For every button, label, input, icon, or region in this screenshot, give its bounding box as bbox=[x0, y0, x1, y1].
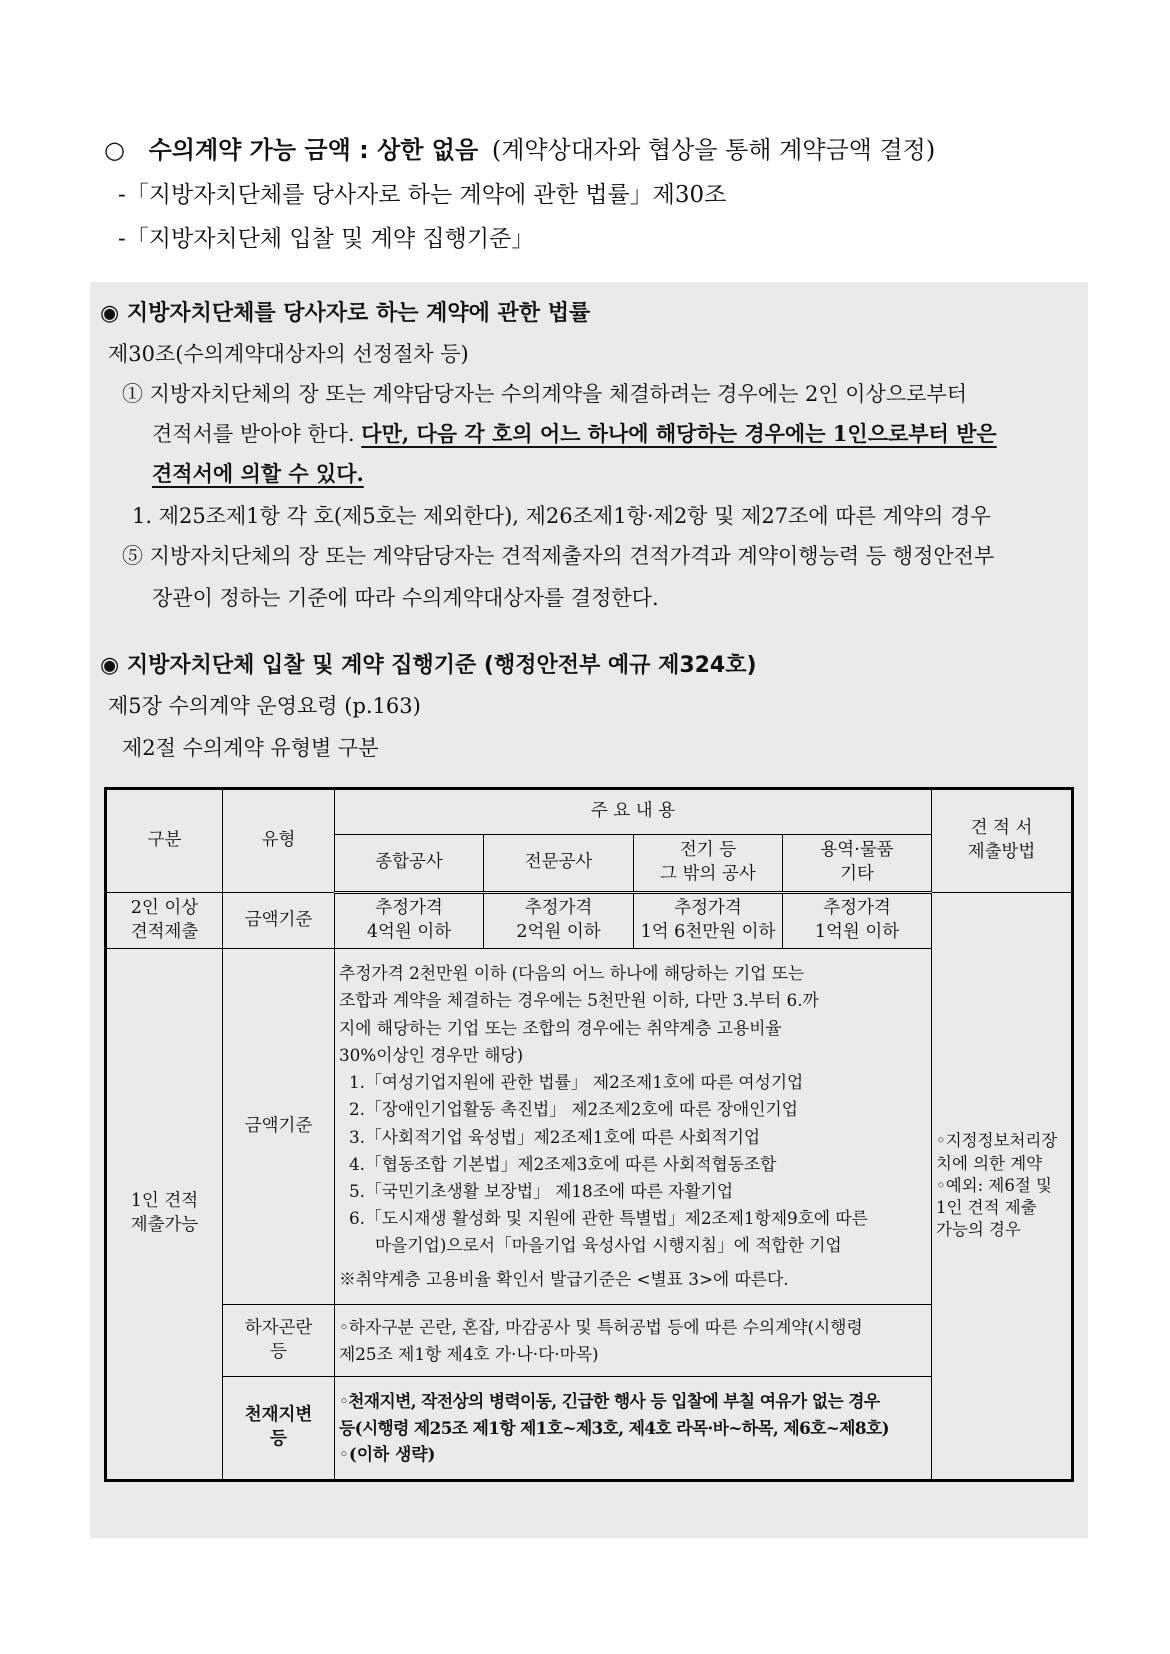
submit-line: ◦지정정보처리장 bbox=[936, 1131, 1058, 1151]
defect-type-line-2: 등 bbox=[270, 1341, 287, 1362]
header-electric bbox=[634, 835, 783, 893]
row-two-general bbox=[335, 893, 484, 949]
amount-note: ※취약계층 고용비율 확인서 발급기준은 <별표 3>에 따른다. bbox=[339, 1268, 789, 1289]
law-section-title: ◉ 지방자치단체를 당사자로 하는 계약에 관한 법률 bbox=[100, 301, 591, 326]
submit-method-cell bbox=[932, 893, 1073, 1481]
submit-line: 1인 견적 제출 bbox=[936, 1198, 1037, 1218]
header-service-line-2: 기타 bbox=[840, 864, 874, 884]
intro-heading-bold: 수의계약 가능 금액 : 상한 없음 bbox=[148, 136, 479, 164]
row-one-category bbox=[106, 949, 223, 1481]
header-category: 구분 bbox=[106, 789, 223, 893]
row-two-specialty-line-2: 2억원 이하 bbox=[516, 922, 601, 942]
header-service-line-1: 용역·물품 bbox=[820, 840, 894, 861]
amount-line: 마을기업)으로서「마을기업 육성사업 시행지침」에 적합한 기업 bbox=[375, 1235, 842, 1256]
row-two-specialty-line-1: 추정가격 bbox=[524, 898, 593, 919]
row-two-service bbox=[783, 893, 932, 949]
row-one-disaster-content bbox=[335, 1377, 932, 1481]
law-paragraph-5-line-1: ⑤ 지방자치단체의 장 또는 계약담당자는 견적제출자의 견적가격과 계약이행능력 등 행정안전부 bbox=[122, 544, 995, 568]
disaster-line-3: ◦(이하 생략) bbox=[339, 1444, 436, 1465]
law-paragraph-1-line-2 bbox=[152, 418, 997, 448]
standard-chapter: 제5장 수의계약 운영요령 (p.163) bbox=[108, 694, 421, 718]
disaster-type-line-1: 천재지변 bbox=[244, 1405, 313, 1426]
row-one-disaster-type bbox=[223, 1377, 335, 1481]
disaster-line-2: 등(시행령 제25조 제1항 제1호~제3호, 제4호 라목·바~하목, 제6호~제8호) bbox=[339, 1417, 889, 1438]
law-paragraph-1-underlined: 다만, 다음 각 호의 어느 하나에 해당하는 경우에는 1인으로부터 받은 bbox=[361, 421, 997, 446]
intro-ref-2: -「지방자치단체 입찰 및 계약 집행기준」 bbox=[118, 226, 535, 252]
header-service bbox=[783, 835, 932, 893]
row-one-category-line-2: 제출가능 bbox=[130, 1215, 199, 1235]
law-item-1: 1. 제25조제1항 각 호(제5호는 제외한다), 제26조제1항·제2항 및 제27조에 따른 계약의 경우 bbox=[132, 504, 991, 528]
header-specialty: 전문공사 bbox=[484, 835, 634, 893]
row-two-specialty bbox=[484, 893, 634, 949]
amount-line: 5.「국민기초생활 보장법」 제18조에 따른 자활기업 bbox=[349, 1180, 734, 1201]
intro-ref-1: -「지방자치단체를 당사자로 하는 계약에 관한 법률」제30조 bbox=[118, 182, 727, 208]
row-two-category bbox=[106, 893, 223, 949]
amount-line: 2.「장애인기업활동 촉진법」 제2조제2호에 따른 장애인기업 bbox=[349, 1099, 798, 1120]
row-two-category-line-1: 2인 이상 bbox=[130, 897, 199, 918]
header-main-content: 주 요 내 용 bbox=[335, 789, 932, 835]
amount-line: 3.「사회적기업 육성법」제2조제1호에 따른 사회적기업 bbox=[349, 1126, 761, 1147]
header-type: 유형 bbox=[223, 789, 335, 893]
submit-line: ◦예외: 제6절 및 bbox=[936, 1175, 1052, 1195]
row-two-category-line-2: 견적제출 bbox=[130, 921, 199, 942]
row-one-defect-content bbox=[335, 1305, 932, 1377]
row-two-type: 금액기준 bbox=[223, 893, 335, 949]
law-paragraph-1-plain: 견적서를 받아야 한다. bbox=[152, 422, 362, 446]
intro-heading bbox=[104, 130, 935, 165]
header-submit-line-1: 견 적 서 bbox=[970, 818, 1033, 839]
amount-line: 1.「여성기업지원에 관한 법률」 제2조제1호에 따른 여성기업 bbox=[349, 1072, 804, 1093]
amount-line: 조합과 계약을 체결하는 경우에는 5천만원 이하, 다만 3.부터 6.까 bbox=[339, 990, 819, 1011]
defect-line-1: ◦하자구분 곤란, 혼잡, 마감공사 및 특허공법 등에 따른 수의계약(시행령 bbox=[339, 1317, 863, 1338]
header-submit-method bbox=[932, 789, 1073, 893]
row-one-amount-type: 금액기준 bbox=[223, 949, 335, 1305]
submit-line: 치에 의한 계약 bbox=[936, 1153, 1043, 1173]
row-two-electric-line-1: 추정가격 bbox=[674, 898, 742, 919]
amount-line: 지에 해당하는 기업 또는 조합의 경우에는 취약계층 고용비율 bbox=[339, 1017, 782, 1038]
header-electric-line-1: 전기 등 bbox=[679, 840, 737, 861]
header-submit-line-2: 제출방법 bbox=[967, 842, 1036, 862]
law-article: 제30조(수의계약대상자의 선정절차 등) bbox=[108, 342, 469, 366]
law-paragraph-1-line-3: 견적서에 의할 수 있다. bbox=[152, 461, 364, 486]
bullet-circle: ○ bbox=[104, 136, 125, 164]
intro-heading-note: (계약상대자와 협상을 통해 계약금액 결정) bbox=[491, 136, 936, 164]
row-one-amount-content bbox=[335, 949, 932, 1305]
contract-type-table bbox=[104, 787, 1074, 1482]
amount-line: 추정가격 2천만원 이하 (다음의 어느 하나에 해당하는 기업 또는 bbox=[339, 963, 805, 984]
submit-method-lines bbox=[936, 1130, 1067, 1241]
amount-criteria-lines bbox=[339, 960, 927, 1292]
submit-line: 가능의 경우 bbox=[936, 1220, 1021, 1240]
amount-line: 4.「협동조합 기본법」제2조제3호에 따른 사회적협동조합 bbox=[349, 1153, 777, 1174]
row-one-defect-type bbox=[223, 1305, 335, 1377]
defect-type-line-1: 하자곤란 bbox=[244, 1317, 313, 1338]
row-two-electric bbox=[634, 893, 783, 949]
disaster-type-line-2: 등 bbox=[270, 1429, 287, 1449]
law-paragraph-5-line-2: 장관이 정하는 기준에 따라 수의계약대상자를 결정한다. bbox=[152, 586, 659, 610]
row-two-general-line-1: 추정가격 bbox=[375, 898, 443, 919]
header-electric-line-2: 그 밖의 공사 bbox=[660, 864, 756, 884]
disaster-line-1: ◦천재지변, 작전상의 병력이동, 긴급한 행사 등 입찰에 부칠 여유가 없는 경우 bbox=[339, 1390, 880, 1411]
defect-line-2: 제25조 제1항 제4호 가·나·다·마목) bbox=[339, 1343, 599, 1364]
standard-clause: 제2절 수의계약 유형별 구분 bbox=[122, 736, 379, 760]
row-one-category-line-1: 1인 견적 bbox=[130, 1191, 199, 1212]
standard-section-title: ◉ 지방자치단체 입찰 및 계약 집행기준 (행정안전부 예규 제324호) bbox=[100, 653, 757, 678]
law-paragraph-1-line-1: ① 지방자치단체의 장 또는 계약담당자는 수의계약을 체결하려는 경우에는 2인 이상으로부터 bbox=[122, 382, 968, 406]
row-two-general-line-2: 4억원 이하 bbox=[366, 922, 452, 942]
header-general: 종합공사 bbox=[335, 835, 484, 893]
row-two-electric-line-2: 1억 6천만원 이하 bbox=[640, 922, 776, 942]
amount-line: 6.「도시재생 활성화 및 지원에 관한 특별법」제2조제1항제9호에 따른 bbox=[349, 1208, 868, 1229]
amount-line: 30%이상인 경우만 해당) bbox=[339, 1044, 524, 1065]
row-two-service-line-1: 추정가격 bbox=[823, 898, 891, 919]
row-two-service-line-2: 1억원 이하 bbox=[814, 922, 900, 942]
